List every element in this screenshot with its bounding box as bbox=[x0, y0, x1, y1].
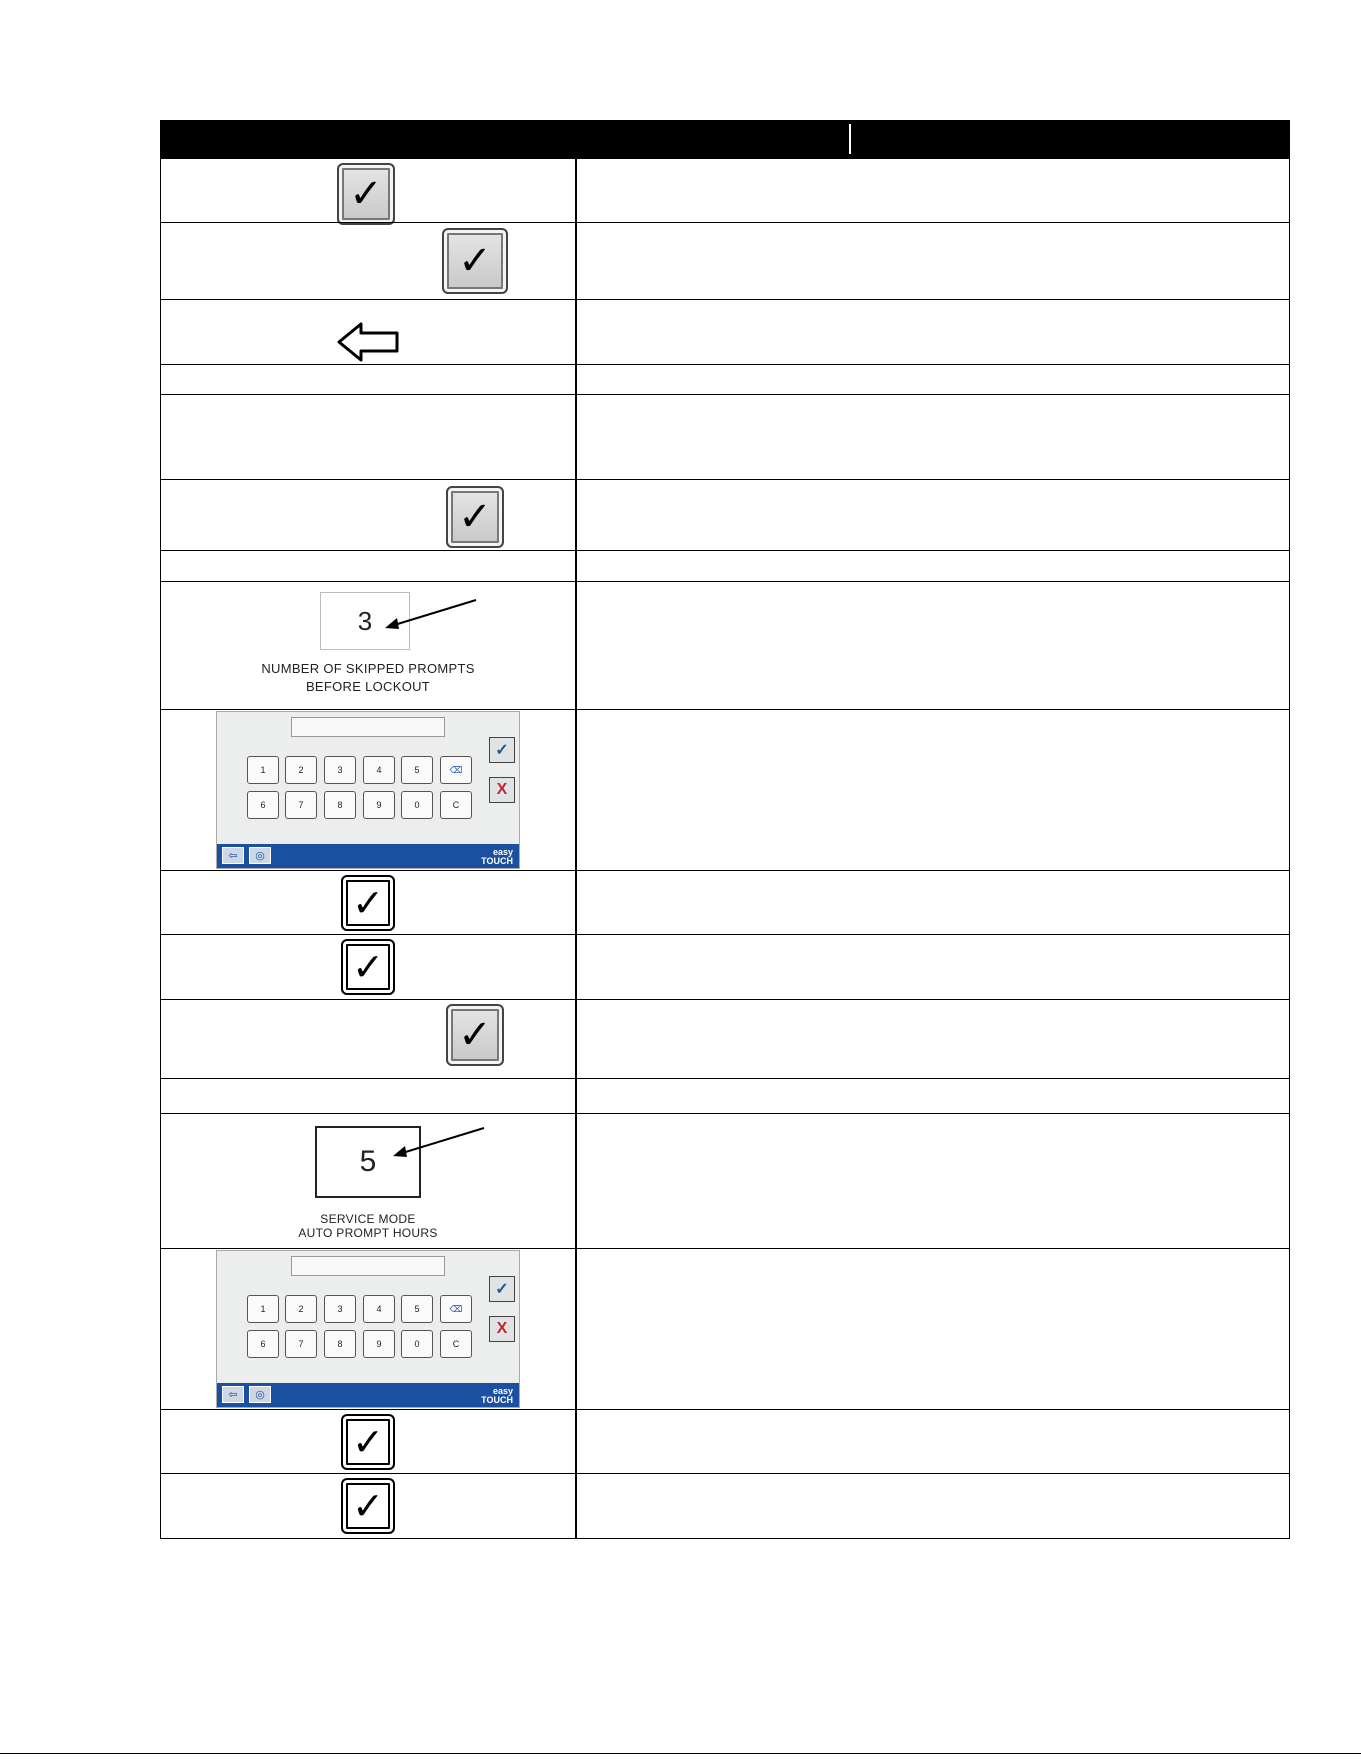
table-row bbox=[161, 550, 1289, 581]
skipped-prompts-caption-line2: BEFORE LOCKOUT bbox=[305, 679, 431, 694]
key-clear[interactable]: C bbox=[440, 791, 472, 819]
key-2[interactable]: 2 bbox=[285, 1295, 317, 1323]
table-row bbox=[161, 934, 1289, 999]
table-row bbox=[161, 222, 1289, 299]
step-image-cell bbox=[161, 935, 577, 999]
key-1[interactable]: 1 bbox=[247, 1295, 279, 1323]
keypad-bottom-bar bbox=[217, 844, 519, 868]
check-icon[interactable]: ✓ bbox=[341, 1414, 395, 1470]
table-row bbox=[161, 394, 1289, 479]
step-instruction-cell bbox=[577, 551, 1289, 581]
table-row bbox=[161, 1113, 1289, 1248]
step-image-cell bbox=[161, 1114, 577, 1248]
keypad-display bbox=[291, 717, 445, 737]
auto-prompt-caption-line2: AUTO PROMPT HOURS bbox=[298, 1226, 438, 1240]
step-instruction-cell bbox=[577, 710, 1289, 870]
step-instruction-cell bbox=[577, 871, 1289, 934]
table-row bbox=[161, 364, 1289, 394]
step-image-cell bbox=[161, 1000, 577, 1078]
key-8[interactable]: 8 bbox=[324, 791, 356, 819]
step-image-cell bbox=[161, 1474, 577, 1538]
keypad-back-icon[interactable]: ⇦ bbox=[222, 1386, 244, 1403]
key-8[interactable]: 8 bbox=[324, 1330, 356, 1358]
pointer-arrow-icon bbox=[381, 596, 481, 636]
table-row bbox=[161, 581, 1289, 709]
key-2[interactable]: 2 bbox=[285, 756, 317, 784]
keypad-display bbox=[291, 1256, 445, 1276]
step-image-cell bbox=[161, 1079, 577, 1113]
key-4[interactable]: 4 bbox=[363, 1295, 395, 1323]
table-row bbox=[161, 299, 1289, 364]
table-row bbox=[161, 1078, 1289, 1113]
table-row bbox=[161, 1473, 1289, 1538]
table-header-bar bbox=[161, 120, 1289, 158]
step-image-cell bbox=[161, 159, 577, 222]
check-icon[interactable]: ✓ bbox=[442, 228, 508, 294]
auto-prompt-hours-value-box[interactable]: 5 bbox=[315, 1126, 421, 1198]
keypad-confirm-check-icon[interactable]: ✓ bbox=[489, 1276, 515, 1302]
check-icon[interactable]: ✓ bbox=[337, 163, 395, 225]
step-instruction-cell bbox=[577, 582, 1289, 709]
step-image-cell bbox=[161, 1249, 577, 1409]
key-9[interactable]: 9 bbox=[363, 1330, 395, 1358]
key-3[interactable]: 3 bbox=[324, 1295, 356, 1323]
step-instruction-cell bbox=[577, 300, 1289, 364]
step-instruction-cell bbox=[577, 395, 1289, 479]
key-4[interactable]: 4 bbox=[363, 756, 395, 784]
step-instruction-cell bbox=[577, 159, 1289, 222]
key-clear[interactable]: C bbox=[440, 1330, 472, 1358]
key-7[interactable]: 7 bbox=[285, 1330, 317, 1358]
table-row bbox=[161, 1409, 1289, 1473]
skipped-prompts-value-box[interactable]: 3 bbox=[320, 592, 410, 650]
step-instruction-cell bbox=[577, 1410, 1289, 1473]
step-image-cell bbox=[161, 871, 577, 934]
table-row bbox=[161, 158, 1289, 222]
skipped-prompts-caption-line1: NUMBER OF SKIPPED PROMPTS bbox=[261, 661, 475, 676]
backspace-key-icon[interactable]: ⌫ bbox=[440, 1295, 472, 1323]
globe-icon[interactable]: ◎ bbox=[249, 1386, 271, 1403]
key-5[interactable]: 5 bbox=[401, 756, 433, 784]
auto-prompt-caption-line1: SERVICE MODE bbox=[320, 1212, 416, 1226]
pointer-arrow-icon bbox=[389, 1126, 489, 1166]
step-image-cell bbox=[161, 223, 577, 299]
table-row bbox=[161, 1248, 1289, 1409]
key-1[interactable]: 1 bbox=[247, 756, 279, 784]
step-image-cell bbox=[161, 395, 577, 479]
table-row bbox=[161, 709, 1289, 870]
keypad-cancel-x-icon[interactable]: X bbox=[489, 777, 515, 803]
key-0[interactable]: 0 bbox=[401, 1330, 433, 1358]
step-instruction-cell bbox=[577, 365, 1289, 394]
keypad-screenshot bbox=[216, 711, 520, 869]
table-row bbox=[161, 870, 1289, 934]
step-image-cell bbox=[161, 300, 577, 364]
back-arrow-icon[interactable] bbox=[337, 322, 401, 362]
step-instruction-cell bbox=[577, 1079, 1289, 1113]
step-instruction-cell bbox=[577, 1114, 1289, 1248]
step-instruction-cell bbox=[577, 1474, 1289, 1538]
step-instruction-cell bbox=[577, 1249, 1289, 1409]
step-image-cell bbox=[161, 551, 577, 581]
easytouch-logo: easy TOUCH bbox=[481, 847, 513, 866]
key-6[interactable]: 6 bbox=[247, 791, 279, 819]
step-instruction-cell bbox=[577, 935, 1289, 999]
step-image-cell bbox=[161, 365, 577, 394]
step-instruction-cell bbox=[577, 480, 1289, 550]
check-icon[interactable]: ✓ bbox=[446, 1004, 504, 1066]
key-9[interactable]: 9 bbox=[363, 791, 395, 819]
step-instruction-cell bbox=[577, 1000, 1289, 1078]
check-icon[interactable]: ✓ bbox=[341, 939, 395, 995]
key-5[interactable]: 5 bbox=[401, 1295, 433, 1323]
step-instruction-cell bbox=[577, 223, 1289, 299]
globe-icon[interactable]: ◎ bbox=[249, 847, 271, 864]
easytouch-logo: easy TOUCH bbox=[481, 1386, 513, 1405]
step-image-cell bbox=[161, 1410, 577, 1473]
keypad-back-icon[interactable]: ⇦ bbox=[222, 847, 244, 864]
check-icon[interactable]: ✓ bbox=[341, 875, 395, 931]
header-divider bbox=[849, 124, 851, 154]
check-icon[interactable]: ✓ bbox=[341, 1478, 395, 1534]
keypad-confirm-check-icon[interactable]: ✓ bbox=[489, 737, 515, 763]
step-image-cell bbox=[161, 480, 577, 550]
key-3[interactable]: 3 bbox=[324, 756, 356, 784]
backspace-key-icon[interactable]: ⌫ bbox=[440, 756, 472, 784]
procedure-table bbox=[160, 120, 1290, 1539]
check-icon[interactable]: ✓ bbox=[446, 486, 504, 548]
key-7[interactable]: 7 bbox=[285, 791, 317, 819]
step-image-cell bbox=[161, 582, 577, 709]
keypad-cancel-x-icon[interactable]: X bbox=[489, 1316, 515, 1342]
page-footer-rule bbox=[0, 1753, 1361, 1754]
keypad-bottom-bar bbox=[217, 1383, 519, 1407]
key-6[interactable]: 6 bbox=[247, 1330, 279, 1358]
table-row bbox=[161, 479, 1289, 550]
table-row bbox=[161, 999, 1289, 1078]
key-0[interactable]: 0 bbox=[401, 791, 433, 819]
step-image-cell bbox=[161, 710, 577, 870]
keypad-screenshot bbox=[216, 1250, 520, 1408]
